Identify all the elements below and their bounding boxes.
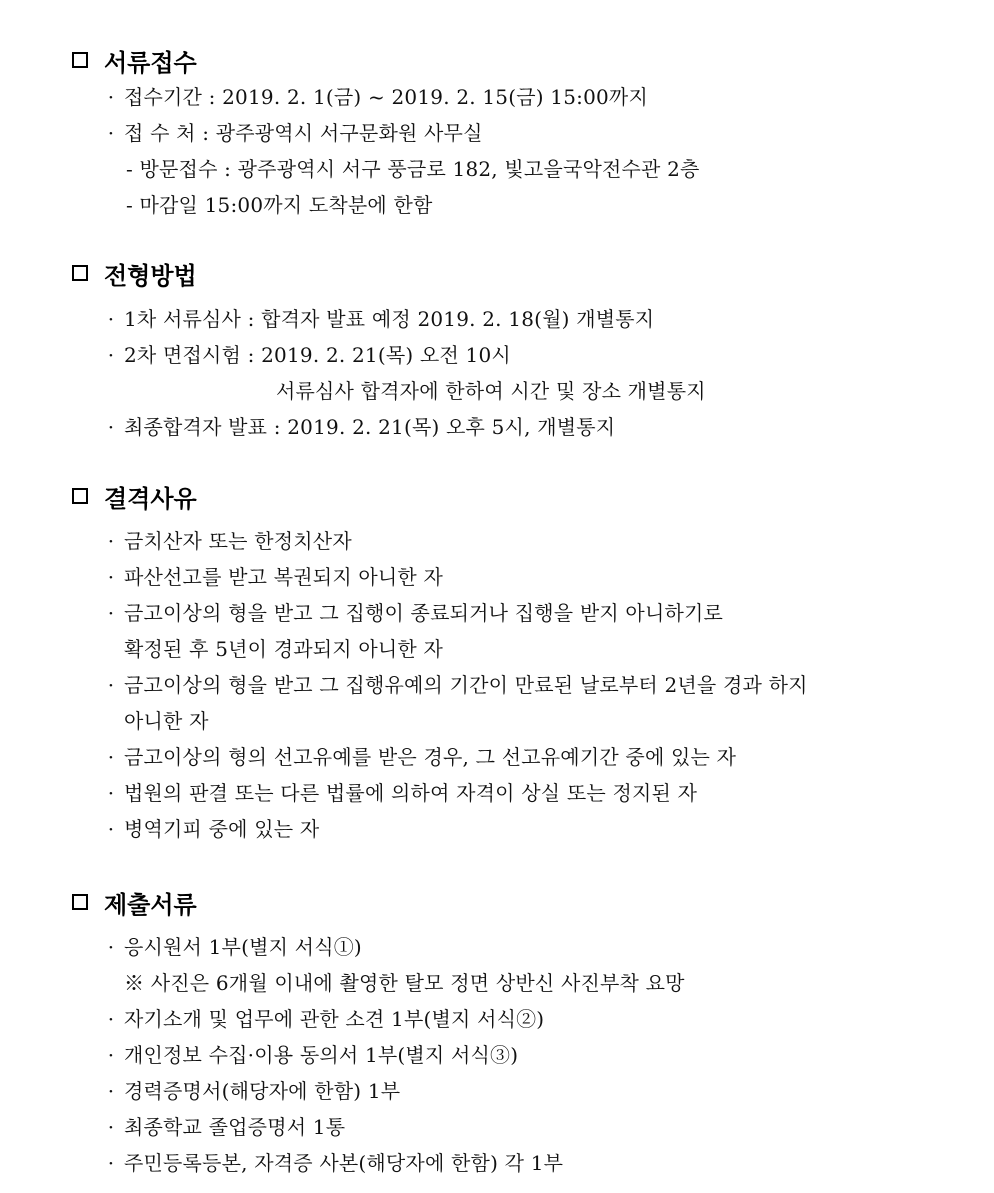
sub-item-visit: - 방문접수 : 광주광역시 서구 풍금로 182, 빛고을국악전수관 2층 (126, 157, 700, 181)
second-round-note: 서류심사 합격자에 한하여 시간 및 장소 개별통지 (276, 379, 706, 403)
bullet-dot-icon: · (107, 1115, 115, 1139)
bullet-dot-icon: · (107, 935, 115, 959)
checkbox-square-icon (72, 894, 88, 910)
bullet-dot-icon: · (107, 307, 115, 331)
checkbox-square-icon (72, 488, 88, 504)
bullet-dot-icon: · (107, 817, 115, 841)
photo-note: ※ 사진은 6개월 이내에 촬영한 탈모 정면 상반신 사진부착 요망 (124, 971, 685, 995)
bullet-dot-icon: · (107, 565, 115, 589)
section-title: 제출서류 (104, 890, 197, 919)
bullet-dot-icon: · (107, 781, 115, 805)
bullet-dot-icon: · (107, 745, 115, 769)
section-heading-receipt (72, 42, 197, 78)
section-title: 서류접수 (104, 48, 197, 77)
checkbox-square-icon (72, 265, 88, 281)
bullet-dot-icon: · (107, 529, 115, 553)
sub-item-deadline: - 마감일 15:00까지 도착분에 한함 (126, 193, 433, 217)
bullet-dot-icon: · (107, 1043, 115, 1067)
bullet-dot-icon: · (107, 601, 115, 625)
list-item-continuation: 아니한 자 (124, 709, 209, 733)
bullet-dot-icon: · (107, 415, 115, 439)
bullet-dot-icon: · (107, 1007, 115, 1031)
bullet-dot-icon: · (107, 673, 115, 697)
section-heading-documents (72, 884, 197, 920)
section-title: 결격사유 (104, 484, 197, 513)
checkbox-square-icon (72, 52, 88, 68)
bullet-dot-icon: · (107, 85, 115, 109)
bullet-dot-icon: · (107, 1151, 115, 1175)
bullet-dot-icon: · (107, 121, 115, 145)
list-item-continuation: 확정된 후 5년이 경과되지 아니한 자 (124, 637, 443, 661)
bullet-dot-icon: · (107, 343, 115, 367)
section-title: 전형방법 (104, 261, 197, 290)
section-heading-disqualification (72, 478, 197, 514)
section-heading-selection (72, 255, 197, 291)
bullet-dot-icon: · (107, 1079, 115, 1103)
document-page: 서류접수 · 접수기간 : 2019. 2. 1(금) ~ 2019. 2. 15(금) 15:00까지 · 접 수 처 : 광주광역시 서구문화원 사무실 - 방문접수 : 광주광역시 서구 풍금로 182, 빛고을국악전수관 2층 - 마감일 15:00까지 도착분에 한함 전형방법 · 1차 서류심사 : 합격자 발표 예정 2019. 2. 18(월) 개별통지 · 2차 면접시험 : 2019. 2. 21(목) 오전 10시 서류심사 합격자에 한하여 시간 및 장소 개별통지 · 최종합격자 발표 : 2019. 2. 21(목) 오후 5시, 개별통지 결격사유 · 금치산자 또는 한정치산자 · 파산선고를 받고 복권되지 아니한 자 · 금고이상의 형을 받고 그 집행이 종료되거나 집행을 받지 아니하기로 확정된 후 5년이 경과되지 아니한 자 · 금고이상의 형을 받고 그 집행유예의 기간이 만료된 날로부터 2년을 경과 하지 아니한 자 · 금고이상의 형의 선고유예를 받은 경우, 그 선고유예기간 중에 있는 자 · 법원의 판결 또는 다른 법률에 의하여 자격이 상실 또는 정지된 자 · 병역기피 중에 있는 자 제출서류 · 응시원서 1부(별지 서식①) ※ 사진은 6개월 이내에 촬영한 탈모 정면 상반신 사진부착 요망 · 자기소개 및 업무에 관한 소견 1부(별지 서식②) · 개인정보 수집·이용 동의서 1부(별지 서식③) · 경력증명서(해당자에 한함) 1부 · 최종학교 졸업증명서 1통 · 주민등록등본, 자격증 사본(해당자에 한함) 각 1부 (0, 0, 994, 1193)
